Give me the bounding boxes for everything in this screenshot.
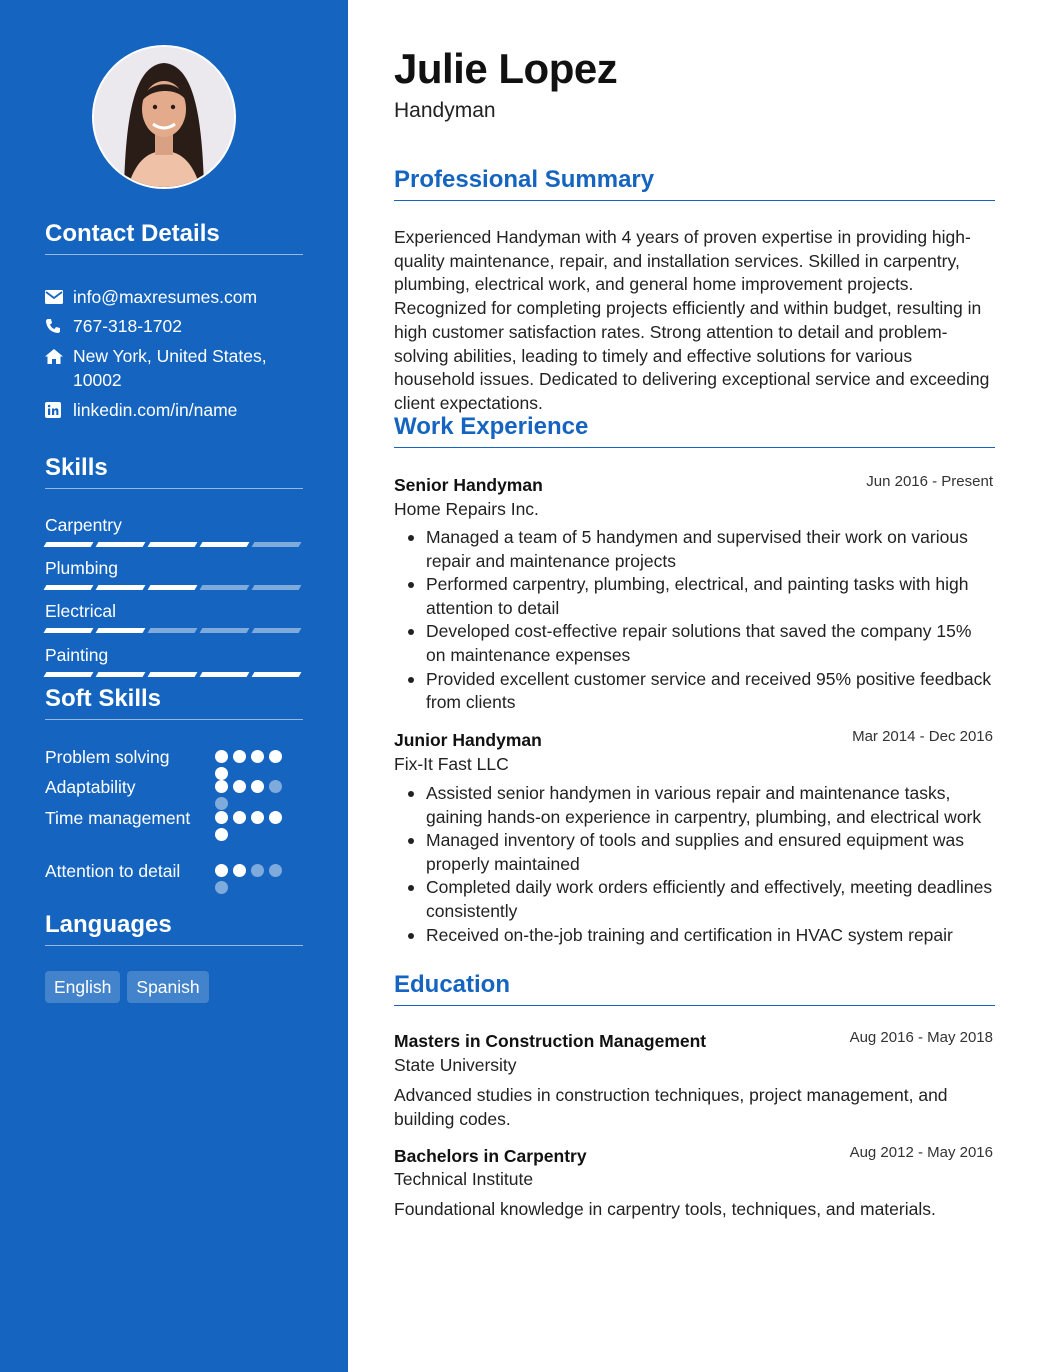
skill-level-segment [148,672,198,677]
rating-dot [233,811,246,824]
skill-level-segment [96,542,146,547]
candidate-name: Julie Lopez [394,45,618,92]
soft-skills-heading: Soft Skills [45,685,303,720]
rating-dot [269,864,282,877]
skill-level-segment [44,628,94,633]
contact-phone[interactable] [45,314,305,338]
soft-skill-name: Attention to detail [45,861,181,881]
envelope-icon [45,285,73,309]
skill-level-bar [45,585,303,590]
languages-heading: Languages [45,911,303,946]
rating-dot [215,811,228,824]
list-item: Developed cost-effective repair solutions that saved the company 15% on maintenance expenses [394,620,995,667]
soft-skill-name: Adaptability [45,777,136,797]
list-item: Completed daily work orders efficiently and effectively, meeting deadlines consistently [394,876,995,923]
education-dates: Aug 2016 - May 2018 [849,1029,993,1046]
education-description: Foundational knowledge in carpentry tools, techniques, and materials. [394,1199,936,1219]
job-title: Senior Handyman [394,475,543,495]
list-item: Managed a team of 5 handymen and supervised their work on various repair and maintenance projects [394,526,995,573]
email-text[interactable]: info@maxresumes.com [73,287,258,307]
skill-level-segment [252,672,302,677]
languages-list [45,971,209,1003]
language-tag: English [45,971,120,1003]
skill-level-bar [45,628,303,633]
rating-dot [233,864,246,877]
skill-item [45,514,303,547]
profile-photo [92,45,236,189]
education-header [394,1144,995,1168]
phone-icon [45,314,73,338]
soft-skill-item [45,775,305,799]
skill-level-segment [200,672,250,677]
skill-level-segment [148,542,198,547]
list-item: Performed carpentry, plumbing, electrical, and painting tasks with high attention to detail [394,573,995,620]
soft-skill-item [45,745,305,769]
skill-level-segment [252,585,302,590]
degree-title: Masters in Construction Management [394,1031,707,1051]
school-name: Technical Institute [394,1169,534,1189]
rating-dot [251,811,264,824]
rating-dot [269,811,282,824]
skill-level-segment [44,672,94,677]
degree-title: Bachelors in Carpentry [394,1146,587,1166]
soft-skill-rating [215,811,289,841]
education-description: Advanced studies in construction techniques, project management, and building codes. [394,1085,948,1129]
contact-heading: Contact Details [45,220,303,255]
phone-text[interactable]: 767-318-1702 [73,316,182,336]
home-icon [45,344,73,368]
rating-dot [215,828,228,841]
rating-dot [251,780,264,793]
rating-dot [215,750,228,763]
address-text: New York, United States, 10002 [73,346,267,390]
job-dates: Mar 2014 - Dec 2016 [852,728,993,745]
skills-heading: Skills [45,454,303,489]
education-heading: Education [394,971,995,1006]
skill-name: Electrical [45,601,116,621]
job-company: Home Repairs Inc. [394,499,539,519]
skill-level-segment [96,585,146,590]
skill-level-segment [252,542,302,547]
soft-skill-item [45,859,305,883]
education-header [394,1029,995,1053]
rating-dot [233,780,246,793]
job-header [394,728,995,752]
contact-linkedin[interactable] [45,398,305,422]
job-company: Fix-It Fast LLC [394,754,509,774]
skill-level-segment [252,628,302,633]
soft-skill-name: Problem solving [45,747,170,767]
skill-level-segment [148,585,198,590]
rating-dot [215,881,228,894]
rating-dot [215,780,228,793]
school-name: State University [394,1055,517,1075]
job-bullets [394,526,995,715]
skill-level-segment [44,585,94,590]
skill-level-segment [200,542,250,547]
skill-level-segment [148,628,198,633]
language-tag: Spanish [127,971,208,1003]
job-header [394,473,995,497]
skill-name: Plumbing [45,558,118,578]
list-item: Managed inventory of tools and supplies and ensured equipment was properly maintained [394,829,995,876]
skill-level-bar [45,672,303,677]
skill-item [45,557,303,590]
list-item: Assisted senior handymen in various repair and maintenance tasks, gaining hands-on experience in carpentry, plumbing, and electrical work [394,782,995,829]
job-bullets [394,782,995,947]
soft-skill-name: Time management [45,808,191,828]
rating-dot [233,750,246,763]
linkedin-icon [45,398,73,422]
job-dates: Jun 2016 - Present [866,473,993,490]
linkedin-text[interactable]: linkedin.com/in/name [73,400,238,420]
skill-name: Carpentry [45,515,122,535]
sidebar [0,0,348,1372]
soft-skill-rating [215,864,289,894]
candidate-title: Handyman [394,99,496,122]
skill-level-segment [96,672,146,677]
skill-level-segment [96,628,146,633]
rating-dot [215,864,228,877]
list-item: Provided excellent customer service and received 95% positive feedback from clients [394,668,995,715]
skill-name: Painting [45,645,109,665]
education-dates: Aug 2012 - May 2016 [849,1144,993,1161]
rating-dot [269,780,282,793]
experience-heading: Work Experience [394,413,995,448]
summary-text: Experienced Handyman with 4 years of proven expertise in providing high-quality maintenance, repair, and installation services. Skilled in carpentry, plumbing, electrical work, and general home improvement projects. Recognized for completing projects efficiently and within budget, resulting in high customer satisfaction rates. Strong attention to detail and problem-solving abilities, leading to timely and effective solutions for various household issues. Dedicated to delivering exceptional service and exceeding client expectations. [394,227,990,413]
skill-level-segment [200,585,250,590]
list-item: Received on-the-job training and certification in HVAC system repair [394,924,995,948]
contact-email[interactable] [45,285,305,309]
soft-skill-item [45,806,305,830]
skill-level-segment [44,542,94,547]
rating-dot [269,750,282,763]
skill-level-segment [200,628,250,633]
skill-level-bar [45,542,303,547]
skill-item [45,600,303,633]
contact-address [45,344,305,392]
rating-dot [251,750,264,763]
skill-item [45,644,303,677]
job-title: Junior Handyman [394,730,542,750]
rating-dot [251,864,264,877]
summary-heading: Professional Summary [394,166,995,201]
